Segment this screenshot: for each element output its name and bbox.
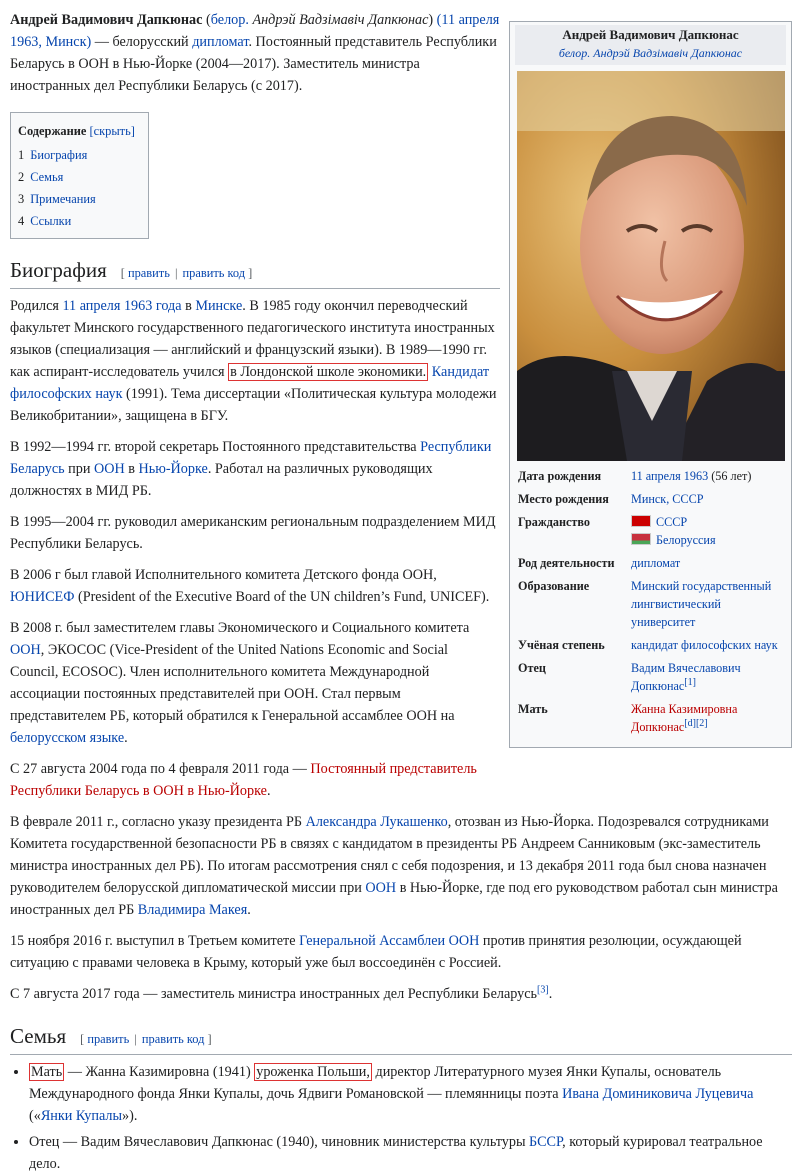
father-ref-link[interactable]: [1] xyxy=(684,676,696,688)
table-of-contents xyxy=(10,112,149,239)
father-label: Отец xyxy=(518,661,546,675)
bio-paragraph-2: В 1992—1994 гг. второй секретарь Постоянного представительства Республики Беларусь при ООН в Нью-Йорке. Работал на различных руководящих должностях в МИД РБ. xyxy=(10,439,492,499)
general-assembly-link[interactable]: Генеральной Ассамблеи ООН xyxy=(299,933,480,949)
phd-link[interactable]: Кандидат философских наук xyxy=(10,364,490,402)
lukashenko-link[interactable]: Александра Лукашенко xyxy=(305,814,448,830)
polish-birth-highlight: уроженка Польши, xyxy=(256,1064,370,1080)
bio-paragraph-8: 15 ноября 2016 г. выступил в Третьем комитете Генеральной Ассамблеи ООН против принятия резолюции, осуждающей ситуацию с правами человека в Крыму, который уже был воссоединён с Россией. xyxy=(10,933,742,971)
bio-paragraph-9: С 7 августа 2017 года — заместитель министра иностранных дел Республики Беларусь[3]. xyxy=(10,984,553,1002)
infobox-title: Андрей Вадимович Дапкюнас xyxy=(562,27,739,42)
edit-code-link[interactable]: править код xyxy=(182,266,246,280)
toc-item-family[interactable]: 2 Семья xyxy=(18,170,64,184)
edit-link[interactable]: править xyxy=(87,1032,130,1046)
infobox-subtitle xyxy=(517,44,784,62)
section-heading-biography: Биография [ править | править код ] xyxy=(10,257,500,289)
mother-link[interactable]: Жанна Казимировна Допкюнас xyxy=(631,702,738,734)
edit-section-links: [ править | править код ] xyxy=(120,266,253,280)
list-item-father: • Отец — Вадим Вячеславович Дапкюнас (1940), чиновник министерства культуры БССР, который курировал театральное дело. xyxy=(29,1131,792,1175)
citizenship-ussr-link[interactable]: СССР xyxy=(656,515,688,529)
education-label: Образование xyxy=(518,579,590,593)
occupation-link[interactable]: дипломат xyxy=(631,556,681,570)
toc-item-biography[interactable]: 1 Биография xyxy=(18,148,88,162)
portrait-photo[interactable] xyxy=(517,71,785,461)
ussr-flag-icon xyxy=(631,515,651,527)
kupala-link[interactable]: Янки Купалы xyxy=(40,1108,123,1124)
infobox-row-birth xyxy=(515,467,786,485)
un-link[interactable]: ООН xyxy=(365,880,397,896)
bio-paragraph-6: С 27 августа 2004 года по 4 февраля 2011 года — Постоянный представитель Республики Беларусь в ООН в Нью-Йорке. xyxy=(10,761,477,799)
infobox-subtitle-link[interactable]: белор. Андрэй Вадзімавіч Дапкюнас xyxy=(558,46,743,60)
birth-label: Дата рождения xyxy=(518,469,602,483)
edit-section-links: [ править | править код ] xyxy=(80,1032,212,1046)
toc-link[interactable]: Биография xyxy=(30,148,88,162)
lead-date-link[interactable]: (11 апреля 1963, Минск) xyxy=(10,12,500,50)
bio-paragraph-1: Родился 11 апреля 1963 года в Минске. В 1985 году окончил переводческий факультет Минского государственного педагогического института иностранных языков (специализация — английский и французский языки). В 1989—1990 гг. как аспирант-исследователь учился в Лондонской школе экономики. Кандидат философских наук (1991). Тема диссертации «Политическая культура молодежи Великобритании», защищена в БГУ. xyxy=(10,298,497,424)
permanent-rep-link[interactable]: Постоянный представитель Республики Беларусь в ООН в Нью-Йорке xyxy=(10,761,477,799)
degree-link[interactable]: кандидат философских наук xyxy=(631,638,778,652)
citizenship-label: Гражданство xyxy=(518,515,590,529)
edit-link[interactable]: править xyxy=(127,266,170,280)
bssr-link[interactable]: БССР xyxy=(529,1134,563,1150)
toc-title: Содержание xyxy=(18,124,87,138)
education-link[interactable]: Минский государственный лингвистический университет xyxy=(631,579,772,629)
infobox-row-place xyxy=(515,490,786,508)
belarusian-language-link[interactable]: белорусском языке xyxy=(10,730,125,746)
section-heading-family: Семья [ править | править код ] xyxy=(10,1023,792,1055)
toc-item-links[interactable]: 4 Ссылки xyxy=(18,214,72,228)
toc-link[interactable]: Примечания xyxy=(30,192,96,206)
bio-paragraph-3: В 1995—2004 гг. руководил американским региональным подразделением МИД Республики Беларусь. xyxy=(10,514,496,552)
mother-highlight: Мать xyxy=(31,1064,63,1080)
diplomat-link[interactable]: дипломат xyxy=(192,34,249,50)
mother-label: Мать xyxy=(518,702,548,716)
infobox-row-citizenship xyxy=(515,513,786,549)
list-item-mother: • Мать — Жанна Казимировна (1941) уроженка Польши, директор Литературного музея Янки Купалы, основатель Международного фонда Янки Купалы, дочь Ядвиги Романовской — племянницы поэта Ивана Доминиковича Луцевича («Янки Купалы»). xyxy=(29,1061,792,1127)
infobox xyxy=(509,21,792,748)
occupation-label: Род деятельности xyxy=(518,556,615,570)
toc-item-notes[interactable]: 3 Примечания xyxy=(18,192,96,206)
bio-paragraph-5: В 2008 г. был заместителем главы Экономического и Социального комитета ООН, ЭКОСОС (Vice-President of the United Nations Economic and Social Council, ECOSOC). Член исполнительного комитета Международной ассоциации постоянных представителей при ООН. Стал первым представителем РБ, который обратился к Генеральной ассамблее ООН на белорусском языке. xyxy=(10,620,470,746)
infobox-header xyxy=(515,25,786,65)
belor-name: Андрэй Вадзімавіч Дапкюнас xyxy=(248,12,429,28)
infobox-row-father xyxy=(515,659,786,695)
bio-paragraph-7: В феврале 2011 г., согласно указу президента РБ Александра Лукашенко, отозван из Нью-Йорка. Подозревался сотрудниками Комитета государственной безопасности РБ в связях с кандидатом в президенты РБ Андреем Санниковым (экс-заместитель министра иностранных дел РБ). По итогам рассмотрения снял с себя подозрения, и 13 декабря 2011 года был снова назначен руководителем белорусской дипломатической миссии при ООН в Нью-Йорке, где под его руководством работал сын министра иностранных дел РБ Владимира Макея. xyxy=(10,814,778,918)
toc-link[interactable]: Семья xyxy=(30,170,64,184)
lucevich-link[interactable]: Ивана Доминиковича Луцевича xyxy=(562,1086,754,1102)
minsk-link[interactable]: Минске xyxy=(195,298,243,314)
edit-code-link[interactable]: править код xyxy=(141,1032,205,1046)
father-link[interactable]: Вадим Вячеславович Допкюнас xyxy=(631,661,741,693)
lse-highlight: в Лондонской школе экономики. xyxy=(230,364,427,380)
bio-paragraph-4: В 2006 г был главой Исполнительного комитета Детского фонда ООН, ЮНИСЕФ (President of the Executive Board of the UN children’s Fund, UNICEF). xyxy=(10,567,490,605)
belarus-flag-icon xyxy=(631,533,651,545)
toc-hide-toggle[interactable]: [скрыть] xyxy=(89,124,135,138)
place-link[interactable]: Минск, СССР xyxy=(631,492,704,506)
belor-link[interactable]: белор. xyxy=(210,12,249,28)
citizenship-belarus-link[interactable]: Белоруссия xyxy=(656,533,716,547)
mother-ref-link[interactable]: [d][2] xyxy=(684,717,708,729)
family-list xyxy=(10,1061,792,1175)
un-link[interactable]: ООН xyxy=(10,642,41,658)
makei-link[interactable]: Владимира Макея xyxy=(137,902,248,918)
infobox-row-degree xyxy=(515,636,786,654)
unicef-link[interactable]: ЮНИСЕФ xyxy=(10,589,75,605)
infobox-row-occupation xyxy=(515,554,786,572)
infobox-row-education xyxy=(515,577,786,631)
degree-label: Учёная степень xyxy=(518,638,605,652)
rb-link[interactable]: Республики Беларусь xyxy=(10,439,492,477)
article xyxy=(0,9,800,1172)
lead-paragraph: Андрей Вадимович Дапкюнас (белор. Андрэй Вадзімавіч Дапкюнас) (11 апреля 1963, Минск) — белорусский дипломат. Постоянный представитель Республики Беларусь в ООН в Нью-Йорке (2004—2017). Заместитель министра иностранных дел Республики Беларусь (с 2017). xyxy=(10,12,500,94)
toc-link[interactable]: Ссылки xyxy=(30,214,72,228)
birth-date-link[interactable]: 11 апреля 1963 xyxy=(631,469,709,483)
birth-date-text-link[interactable]: 11 апреля 1963 года xyxy=(62,298,182,314)
birth-age: (56 лет) xyxy=(708,469,752,483)
infobox-row-mother xyxy=(515,700,786,736)
lead-name: Андрей Вадимович Дапкюнас xyxy=(10,12,203,28)
place-label: Место рождения xyxy=(518,492,609,506)
ref-3-link[interactable]: [3] xyxy=(537,984,549,996)
un-link[interactable]: ООН xyxy=(93,461,125,477)
new-york-link[interactable]: Нью-Йорке xyxy=(138,461,208,477)
